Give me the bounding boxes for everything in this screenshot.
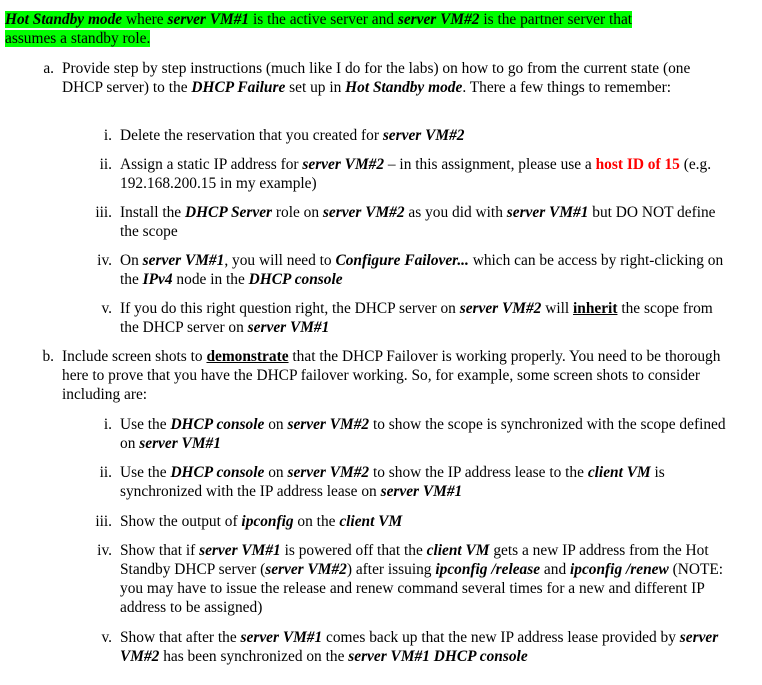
text-run: but DO NOT define the scope (120, 204, 716, 240)
text-run: Hot Standby mode (345, 79, 463, 96)
text-run: server VM#1 (240, 629, 323, 646)
text-run: . There a few things to remember: (462, 79, 672, 96)
text-run: DHCP Failure (191, 79, 286, 96)
text-run: is the partner server that (479, 11, 633, 28)
text-run: ipconfig (241, 513, 294, 530)
text-run: and (540, 561, 570, 578)
text-run: server VM#2 (459, 300, 542, 317)
text-run: inherit (573, 300, 618, 317)
text-run: server VM#1 (199, 542, 281, 559)
item-text (120, 126, 730, 145)
text-run: server VM#2 (120, 629, 719, 665)
list-marker: ii. (99, 156, 112, 173)
text-run: If you do this right question right, the DHCP server on (120, 300, 460, 317)
text-run: that the DHCP Failover is working properly. You need to be thorough here to prove that you have the DHCP failover working. So, for example, some screen shots to consider including are: (62, 348, 721, 403)
text-run: DHCP Server (184, 204, 273, 221)
text-run: assumes a standby role. (5, 30, 151, 47)
text-run: server VM#2 (322, 204, 405, 221)
text-run: Hot Standby mode (5, 11, 123, 28)
text-run: Include screen shots to (62, 348, 207, 365)
text-run: DHCP console (248, 271, 343, 288)
text-run: (NOTE: you may have to issue the release and renew command several times for a new and different IP address to be assigned) (120, 561, 724, 616)
list-marker: iv. (97, 542, 112, 559)
text-run: is synchronized with the IP address lease on (120, 464, 665, 500)
text-run: server VM#2 (382, 127, 465, 144)
list-marker: iii. (95, 204, 112, 221)
text-run: has been synchronized on the (159, 648, 349, 665)
text-run: on (264, 464, 288, 481)
text-run: Assign a static IP address for (120, 156, 303, 173)
text-run: DHCP console (170, 416, 265, 433)
item-text (120, 299, 730, 337)
text-run: ipconfig /renew (570, 561, 669, 578)
text-run: Use the (120, 416, 171, 433)
text-run: will (541, 300, 573, 317)
text-run: DHCP console (170, 464, 265, 481)
item-text (120, 628, 730, 666)
item-text (120, 251, 730, 289)
text-run: on (264, 416, 288, 433)
text-run: node in the (172, 271, 249, 288)
text-run: client VM (339, 513, 403, 530)
text-run: client VM (426, 542, 490, 559)
text-run: ) after issuing (346, 561, 436, 578)
item-text (120, 541, 730, 617)
text-run: server VM#1 (380, 483, 463, 500)
text-run: Provide step by step instructions (much like I do for the labs) on how to go from the current state (one DHCP server) to the (62, 60, 691, 96)
text-run: the scope from the DHCP server on (120, 300, 713, 336)
text-run: as you did with (404, 204, 507, 221)
list-marker: a. (43, 60, 54, 77)
text-run: which can be access by right-clicking on the (120, 252, 724, 288)
list-marker: iv. (97, 252, 112, 269)
text-run: Show that if (120, 542, 200, 559)
text-run: server VM#1 DHCP console (348, 648, 528, 665)
text-run: where (122, 11, 168, 28)
list-marker: i. (103, 127, 112, 144)
text-run: server VM#1 (506, 204, 589, 221)
item-text (120, 512, 730, 531)
text-run: client VM (587, 464, 651, 481)
text-run: server VM#2 (302, 156, 385, 173)
item-text (120, 463, 730, 501)
text-run: server VM#2 (287, 416, 370, 433)
text-run: to show the scope is synchronized with the scope defined on (120, 416, 726, 452)
text-run: Show the output of (120, 513, 242, 530)
text-run: set up in (285, 79, 346, 96)
text-run: Use the (120, 464, 171, 481)
text-run: server VM#2 (287, 464, 370, 481)
item-text (120, 415, 730, 453)
text-run: is the active server and (249, 11, 398, 28)
item-text (120, 155, 730, 193)
text-run: demonstrate (206, 348, 289, 365)
text-run: gets a new IP address from the Hot Standby DHCP server ( (120, 542, 709, 578)
text-run: – in this assignment, please use a (384, 156, 596, 173)
list-marker: b. (42, 348, 54, 365)
text-run: on the (293, 513, 340, 530)
text-run: On (120, 252, 143, 269)
text-run: server VM#1 (142, 252, 225, 269)
text-run: (e.g. 192.168.200.15 in my example) (120, 156, 712, 192)
text-run: IPv4 (142, 271, 173, 288)
list-marker: ii. (99, 464, 112, 481)
list-marker: v. (101, 300, 112, 317)
text-run: ipconfig /release (435, 561, 541, 578)
text-run: to show the IP address lease to the (369, 464, 588, 481)
text-run: Show that after the (120, 629, 241, 646)
intro-paragraph (5, 10, 725, 48)
text-run: , you will need to (224, 252, 336, 269)
text-run: server VM#2 (265, 561, 347, 578)
text-run: is powered off that the (280, 542, 427, 559)
list-marker: iii. (95, 513, 112, 530)
text-run: server VM#1 (139, 435, 221, 452)
item-text (62, 347, 732, 404)
text-run: server VM#1 (247, 319, 330, 336)
list-marker: v. (101, 629, 112, 646)
item-text (62, 59, 732, 97)
text-run: host ID of 15 (595, 156, 680, 173)
text-run: Configure Failover... (335, 252, 469, 269)
text-run: server VM#2 (397, 11, 480, 28)
text-run: Delete the reservation that you created for (120, 127, 383, 144)
list-marker: i. (103, 416, 112, 433)
intro-highlight (5, 11, 632, 47)
item-text (120, 203, 730, 241)
text-run: server VM#1 (167, 11, 250, 28)
text-run: comes back up that the new IP address lease provided by (322, 629, 680, 646)
text-run: role on (272, 204, 323, 221)
text-run: Install the (120, 204, 185, 221)
